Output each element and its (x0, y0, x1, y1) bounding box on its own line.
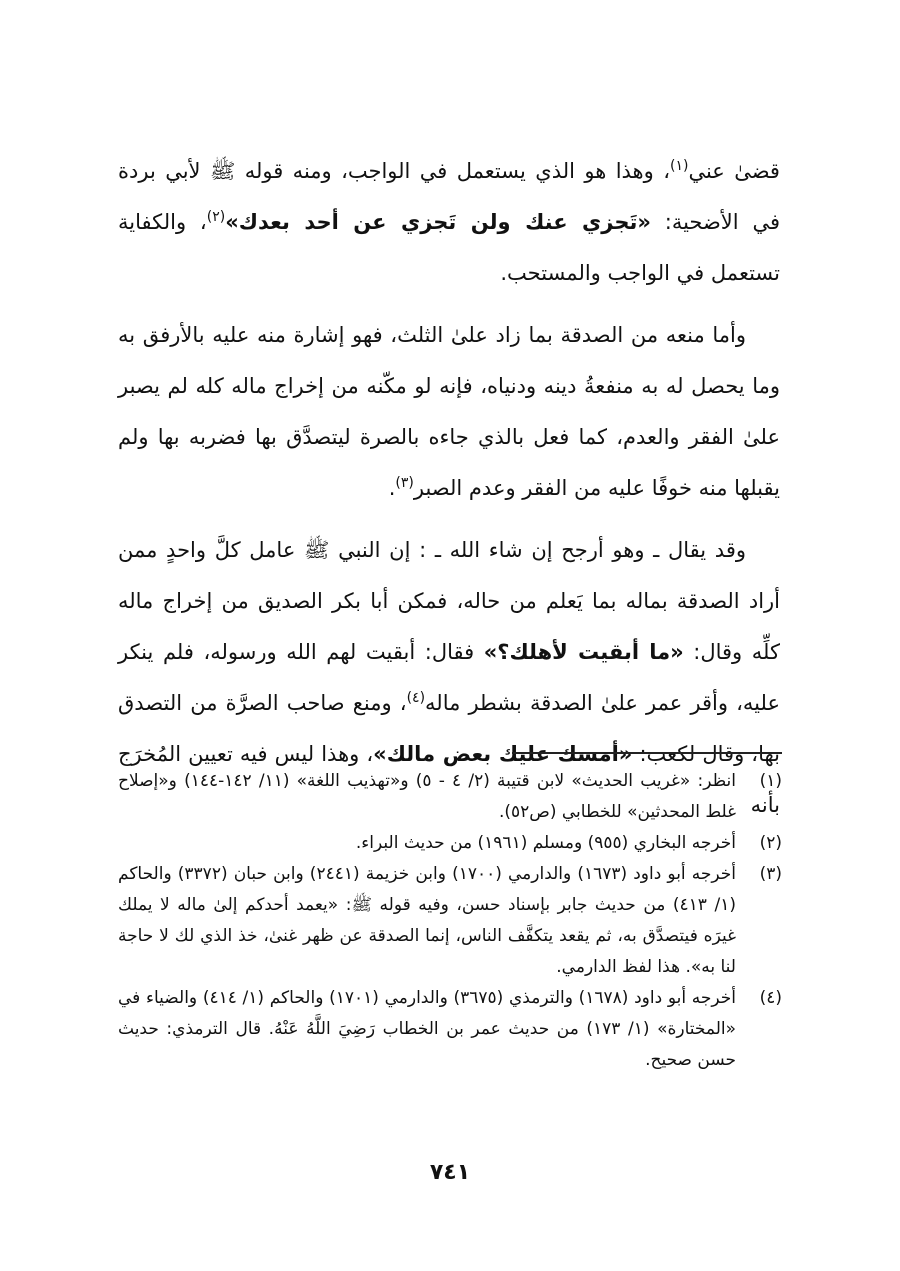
footnote-2 (118, 828, 782, 859)
footnote-divider (512, 752, 782, 754)
text-run: ، وهذا هو الذي يستعمل في الواجب، ومنه قوله ﷺ لأبي بردة في الأضحية: (118, 159, 780, 234)
page-number: ٧٤١ (429, 1160, 471, 1185)
footnote-text: انظر: «غريب الحديث» لابن قتيبة (٢/ ٤ - ٥) و«تهذيب اللغة» (١١/ ١٤٢-١٤٤) و«إصلاح غلط المحدثين» للخطابي (ص٥٢). (118, 771, 736, 822)
footnote-3 (118, 859, 782, 983)
footnote-number: (١) (759, 771, 782, 791)
footnote-ref-3: (٣) (395, 475, 414, 491)
hadith-quote: «ما أبقيت لأهلك؟» (483, 640, 684, 664)
footnote-text: أخرجه أبو داود (١٦٧٨) والترمذي (٣٦٧٥) والدارمي (١٧٠١) والحاكم (١/ ٤١٤) والضياء في «المختارة» (١/ ١٧٣) من حديث عمر بن الخطاب رَضِيَ اللَّهُ عَنْهُ. قال الترمذي: حديث حسن صحيح. (118, 988, 737, 1070)
footnote-number: (٤) (759, 988, 782, 1008)
text-run: . (388, 476, 396, 500)
footnote-1 (118, 766, 782, 828)
text-run: وقد يقال ـ وهو أرجح إن شاء الله ـ : إن النبي ﷺ عامل كلَّ واحدٍ ممن أراد الصدقة بماله بما يَعلم من حاله، فمكن أبا بكر الصديق من إخراج ماله كلِّه وقال: (118, 538, 780, 664)
text-run: ، ومنع صاحب الصرَّة من التصدق بها، وقال لكعب: (118, 691, 781, 766)
footnote-ref-2: (٢) (206, 209, 226, 225)
footnotes (118, 766, 782, 1076)
hadith-quote: «تَجزي عنك ولن تَجزي عن أحد بعدك» (225, 210, 651, 234)
footnote-number: (٢) (759, 833, 782, 853)
footnote-4 (118, 983, 782, 1076)
footnote-ref-1: (١) (669, 158, 689, 174)
footnote-number: (٣) (759, 864, 782, 884)
paragraph-2 (118, 310, 780, 514)
footnote-text: أخرجه أبو داود (١٦٧٣) والدارمي (١٧٠٠) وابن خزيمة (٢٤٤١) وابن حبان (٣٣٧٢) والحاكم (١/ ٤١٣) من حديث جابر بإسناد حسن، وفيه قوله ﷺ: «يعمد أحدكم إلىٰ ماله لا يملك غيرَه فيتصدَّق به، ثم يقعد يتكفَّف الناس، إنما الصدقة عن ظهر غنىٰ، خذ الذي لك لا حاجة لنا به». هذا لفظ الدارمي. (118, 864, 736, 977)
text-run: ، وهذا ليس فيه تعيين المُخرَج بأنه (118, 742, 780, 817)
footnote-ref-4: (٤) (406, 690, 426, 706)
footnote-text: أخرجه البخاري (٩٥٥) ومسلم (١٩٦١) من حديث البراء. (355, 833, 736, 853)
text-run: ، والكفاية تستعمل في الواجب والمستحب. (118, 210, 780, 285)
hadith-quote: «أمسك عليك بعض مالك» (373, 742, 633, 766)
text-run: قضىٰ عني (688, 159, 780, 183)
text-run: وأما منعه من الصدقة بما زاد علىٰ الثلث، فهو إشارة منه عليه بالأرفق به وما يحصل له به منفعةُ دينه ودنياه، فإنه لو مكّنه من إخراج ماله كله لم يصبر علىٰ الفقر والعدم، كما فعل بالذي جاءه بالصرة ليتصدَّق بها فضربه بها ولم يقبلها منه خوفًا عليه من الفقر وعدم الصبر (118, 323, 780, 500)
main-text (118, 146, 780, 831)
paragraph-1 (118, 146, 780, 299)
text-run: فقال: أبقيت لهم الله ورسوله، فلم ينكر عليه، وأقر عمر علىٰ الصدقة بشطر ماله (118, 640, 780, 715)
